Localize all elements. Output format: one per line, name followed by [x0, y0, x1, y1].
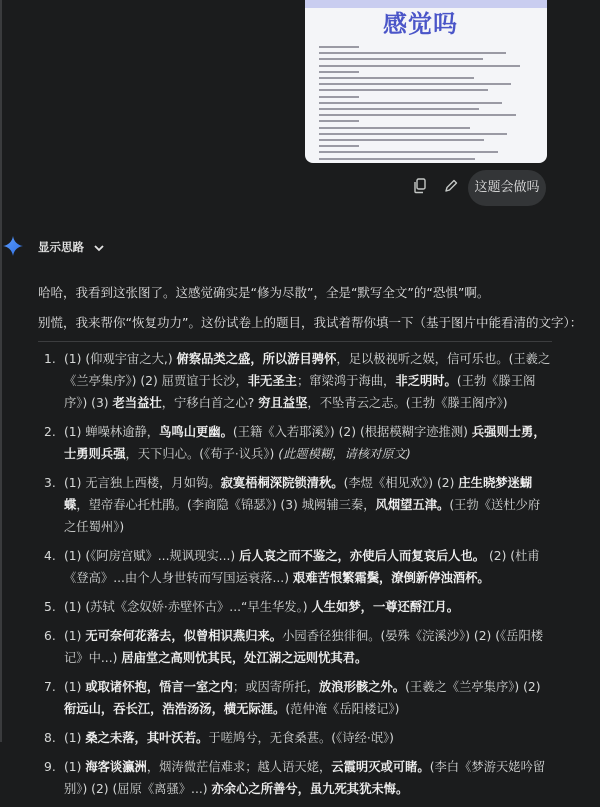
worksheet-line: [319, 127, 470, 129]
chevron-down-icon: [94, 241, 104, 255]
answer-text: (王勃《滕王阁序》) (3): [64, 374, 536, 410]
worksheet-line: [319, 89, 488, 91]
answer-item: [38, 545, 552, 589]
answer-number: 1.: [44, 352, 56, 366]
user-message-bubble: 这题会做吗: [468, 170, 546, 206]
answer-text: 小园香径独徘徊。(晏殊《浣溪沙》) (2) (《岳阳楼记》中...): [64, 629, 544, 665]
answer-text: (范仲淹《岳阳楼记》): [285, 702, 400, 716]
answer-number: 6.: [44, 629, 56, 643]
answer-text-bold: 鸟鸣山更幽。: [159, 425, 233, 439]
answer-text: ，不坠青云之志。(王勃《滕王阁序》): [307, 396, 508, 410]
answer-text: ；或因寄所托，: [232, 680, 319, 694]
answer-item: [38, 625, 552, 669]
answer-text: ；窜梁鸿于海曲，: [296, 374, 396, 388]
worksheet-line: [319, 58, 483, 60]
answer-text-bold: 风烟望五津。: [375, 498, 450, 512]
show-thinking-toggle[interactable]: [38, 239, 104, 255]
response-intro: 哈哈，我看到这张图了。这感觉确实是“修为尽散”，全是“默写全文”的“恐惧”啊。: [38, 285, 490, 300]
uploaded-image[interactable]: [305, 0, 547, 163]
answer-text: (1): [64, 629, 86, 643]
answer-text: ，天下归心。(《荀子·议兵》): [125, 447, 279, 461]
answer-text: (1) 蝉噪林逾静，: [64, 425, 160, 439]
worksheet-line: [319, 145, 359, 147]
answer-text-bold: 放浪形骸之外。: [319, 680, 406, 694]
worksheet-line: [319, 102, 502, 104]
answer-text: (1) (苏轼《念奴娇·赤壁怀古》...“早生华发。): [64, 600, 312, 614]
answer-text: (李煜《相见欢》) (2): [343, 476, 459, 490]
answer-text: (王勃《送杜少府之任蜀州》): [64, 498, 541, 534]
show-thinking-label: 显示思路: [38, 240, 84, 254]
answer-text-bold: 老当益壮: [112, 396, 162, 410]
answer-text-bold: 亦余心之所善兮，虽九死其犹未悔。: [211, 782, 409, 796]
answer-text: (1): [64, 680, 86, 694]
answer-item: [38, 348, 552, 414]
window-edge: [0, 0, 2, 742]
answer-text-bold: 桑之未落，其叶沃若。: [85, 731, 209, 745]
answer-number: 9.: [44, 760, 56, 774]
answer-text-bold: 居庙堂之高则忧其民，处江湖之远则忧其君。: [121, 651, 368, 665]
answer-item: [38, 421, 552, 465]
answer-text-bold: 庄生晓梦迷蝴蝶: [64, 476, 533, 512]
answer-text: (1) (《阿房宫赋》...规讽现实...): [64, 549, 240, 563]
answer-text: 于嗟鸠兮，无食桑葚。(《诗经·氓》): [208, 731, 394, 745]
answer-text-bold: 俯察品类之盛，所以游目骋怀: [176, 352, 337, 366]
pencil-icon[interactable]: [444, 179, 458, 197]
answer-number: 7.: [44, 680, 56, 694]
worksheet-line: [319, 71, 359, 73]
answer-text: (李白《梦游天姥吟留别》) (2) (屈原《离骚》...): [64, 760, 546, 796]
answer-number: 3.: [44, 476, 56, 490]
worksheet-line: [319, 77, 474, 79]
worksheet-line: [319, 83, 511, 85]
gemini-sparkle-icon: [3, 236, 23, 256]
answer-text-bold: 后人哀之而不鉴之，亦使后人而复哀后人也。: [239, 549, 486, 563]
answer-text-bold: 或取诸怀抱，悟言一室之内: [85, 680, 233, 694]
answer-text: ，足以极视听之娱，信可乐也。(王羲之《兰亭集序》) (2) 屈贾谊于长沙，: [64, 352, 551, 388]
answer-item: [38, 472, 552, 538]
answer-item: [38, 727, 552, 749]
image-title: 感觉吗: [383, 10, 458, 38]
answer-text: (1) (仰观宇宙之大,): [64, 352, 177, 366]
answer-text-bold: 寂寞梧桐深院锁清秋。: [220, 476, 344, 490]
answer-text: (1) 无言独上西楼，月如钩。: [64, 476, 221, 490]
answer-text-bold: 海客谈瀛洲: [85, 760, 147, 774]
answer-text-bold: 无可奈何花落去，似曾相识燕归来。: [85, 629, 283, 643]
answer-number: 8.: [44, 731, 56, 745]
answer-text: (1): [64, 731, 86, 745]
answer-list: [38, 348, 552, 807]
answer-text: (2) (杜甫《登高》...由个人身世转而写国运衰落...): [64, 549, 540, 585]
copy-icon[interactable]: [413, 178, 427, 198]
divider: [38, 341, 552, 342]
answer-number: 4.: [44, 549, 56, 563]
answer-text-bold: 艰难苦恨繁霜鬓，潦倒新停浊酒杯。: [292, 571, 490, 585]
answer-text: ，望帝春心托杜鹃。(李商隐《锦瑟》) (3) 城阙辅三秦，: [76, 498, 376, 512]
answer-item: [38, 756, 552, 800]
answer-text-bold: 穷且益坚: [258, 396, 308, 410]
answer-text-bold: 人生如梦，一尊还酹江月。: [311, 600, 460, 614]
answer-text: (王羲之《兰亭集序》) (2): [405, 680, 541, 694]
worksheet-line: [319, 114, 516, 116]
answer-note: (此题模糊，请核对原文): [278, 447, 411, 461]
worksheet-line: [319, 139, 484, 141]
answer-text-bold: 非乏明时。: [395, 374, 457, 388]
answer-text: (王籍《入若耶溪》) (2) (根据模糊字迹推测): [232, 425, 472, 439]
answer-text-bold: 非无圣主: [247, 374, 297, 388]
answer-text: ，宁移白首之心?: [161, 396, 259, 410]
answer-item: [38, 596, 552, 618]
answer-text: ，烟涛微茫信难求；越人语天姥，: [146, 760, 332, 774]
worksheet-line: [319, 96, 359, 98]
answer-text: (1): [64, 760, 86, 774]
answer-text-bold: 云霞明灭或可睹。: [331, 760, 430, 774]
worksheet-line: [319, 46, 359, 48]
response-intro-2: 别慌，我来帮你“恢复功力”。这份试卷上的题目，我试着帮你填一下（基于图片中能看清的文字）：: [38, 315, 583, 330]
worksheet-line: [319, 151, 498, 153]
worksheet-line: [319, 52, 506, 54]
answer-text-bold: 兵强则士勇，士勇则兵强: [64, 425, 546, 461]
answer-number: 5.: [44, 600, 56, 614]
answer-number: 2.: [44, 425, 56, 439]
worksheet-line: [319, 120, 359, 122]
worksheet-line: [319, 133, 507, 135]
worksheet-line: [319, 65, 520, 67]
worksheet-line: [319, 158, 475, 160]
answer-item: [38, 676, 552, 720]
worksheet-line: [319, 108, 479, 110]
answer-text-bold: 衔远山，吞长江，浩浩汤汤，横无际涯。: [64, 702, 286, 716]
